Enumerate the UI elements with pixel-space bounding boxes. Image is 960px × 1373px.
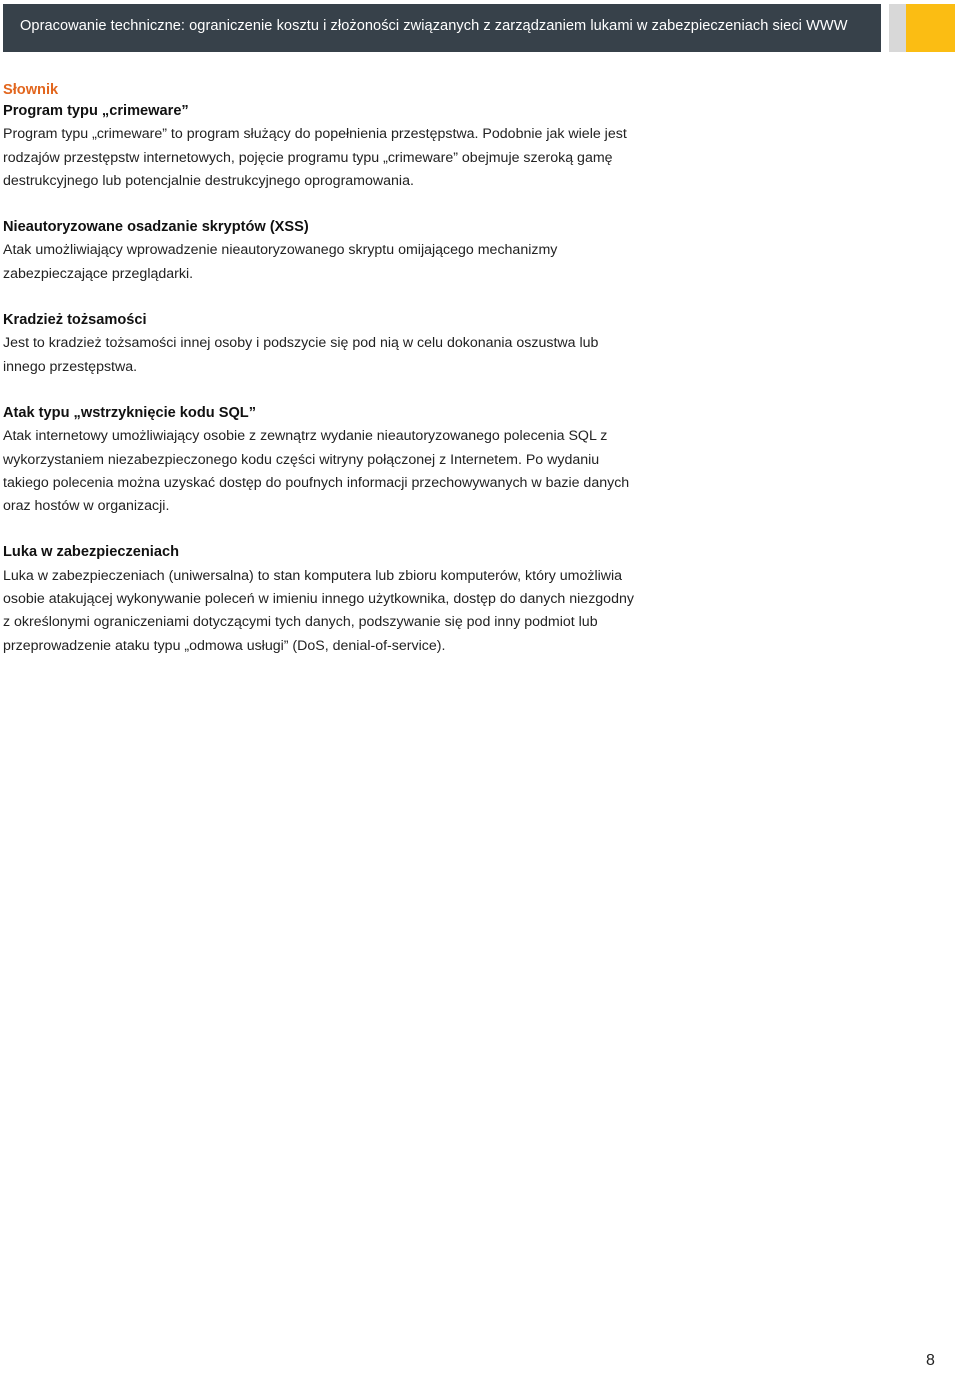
glossary-definition: Luka w zabezpieczeniach (uniwersalna) to stan komputera lub zbioru komputerów, który umożliwia osobie atakującej wykonywanie poleceń w imieniu innego użytkownika, dostęp do danych niezgodny z określonymi ograniczeniami dotyczącymi tych danych, podszywanie się pod inny podmiot lub przeprowadzenie ataku typu „odmowa usługi” (DoS, denial-of-service). [3,567,634,654]
glossary-entry-vulnerability [3,541,643,657]
header-decoration-yellow [906,4,955,52]
glossary-entry-xss [3,216,643,286]
glossary-term: Luka w zabezpieczeniach [3,544,179,561]
glossary-term: Kradzież tożsamości [3,312,147,329]
header-decoration-gray [889,4,906,52]
glossary-term: Program typu „crimeware” [3,103,189,119]
glossary-definition: Atak umożliwiający wprowadzenie nieautoryzowanego skryptu omijającego mechanizmy zabezpieczające przeglądarki. [3,242,558,282]
page-number: 8 [926,1352,935,1369]
glossary-term: Nieautoryzowane osadzanie skryptów (XSS) [3,219,309,236]
document-title: Opracowanie techniczne: ograniczenie kosztu i złożoności związanych z zarządzaniem lukami w zabezpieczeniach sieci WWW [20,18,848,34]
section-title: Słownik [3,82,59,98]
glossary-term: Atak typu „wstrzyknięcie kodu SQL” [3,404,257,421]
glossary-entry-crimeware [3,100,643,193]
document-header-bar [3,4,881,52]
glossary-definition: Jest to kradzież tożsamości innej osoby i podszycie się pod nią w celu dokonania oszustwa lub innego przestępstwa. [3,335,599,375]
glossary-entry-identity-theft [3,309,643,379]
glossary-entry-sql-injection [3,402,643,518]
glossary-definition: Atak internetowy umożliwiający osobie z zewnątrz wydanie nieautoryzowanego polecenia SQL z wykorzystaniem niezabezpieczonego kodu części witryny połączonej z Internetem. Po wydaniu takiego polecenia można uzyskać dostęp do poufnych informacji przechowywanych w bazie danych oraz hostów w organizacji. [3,428,630,515]
glossary-definition: Program typu „crimeware” to program służący do popełnienia przestępstwa. Podobnie jak wiele jest rodzajów przestępstw internetowych, pojęcie programu typu „crimeware” obejmuje szeroką gamę destrukcyjnego lub potencjalnie destrukcyjnego oprogramowania. [3,126,627,189]
glossary-content [3,80,643,681]
